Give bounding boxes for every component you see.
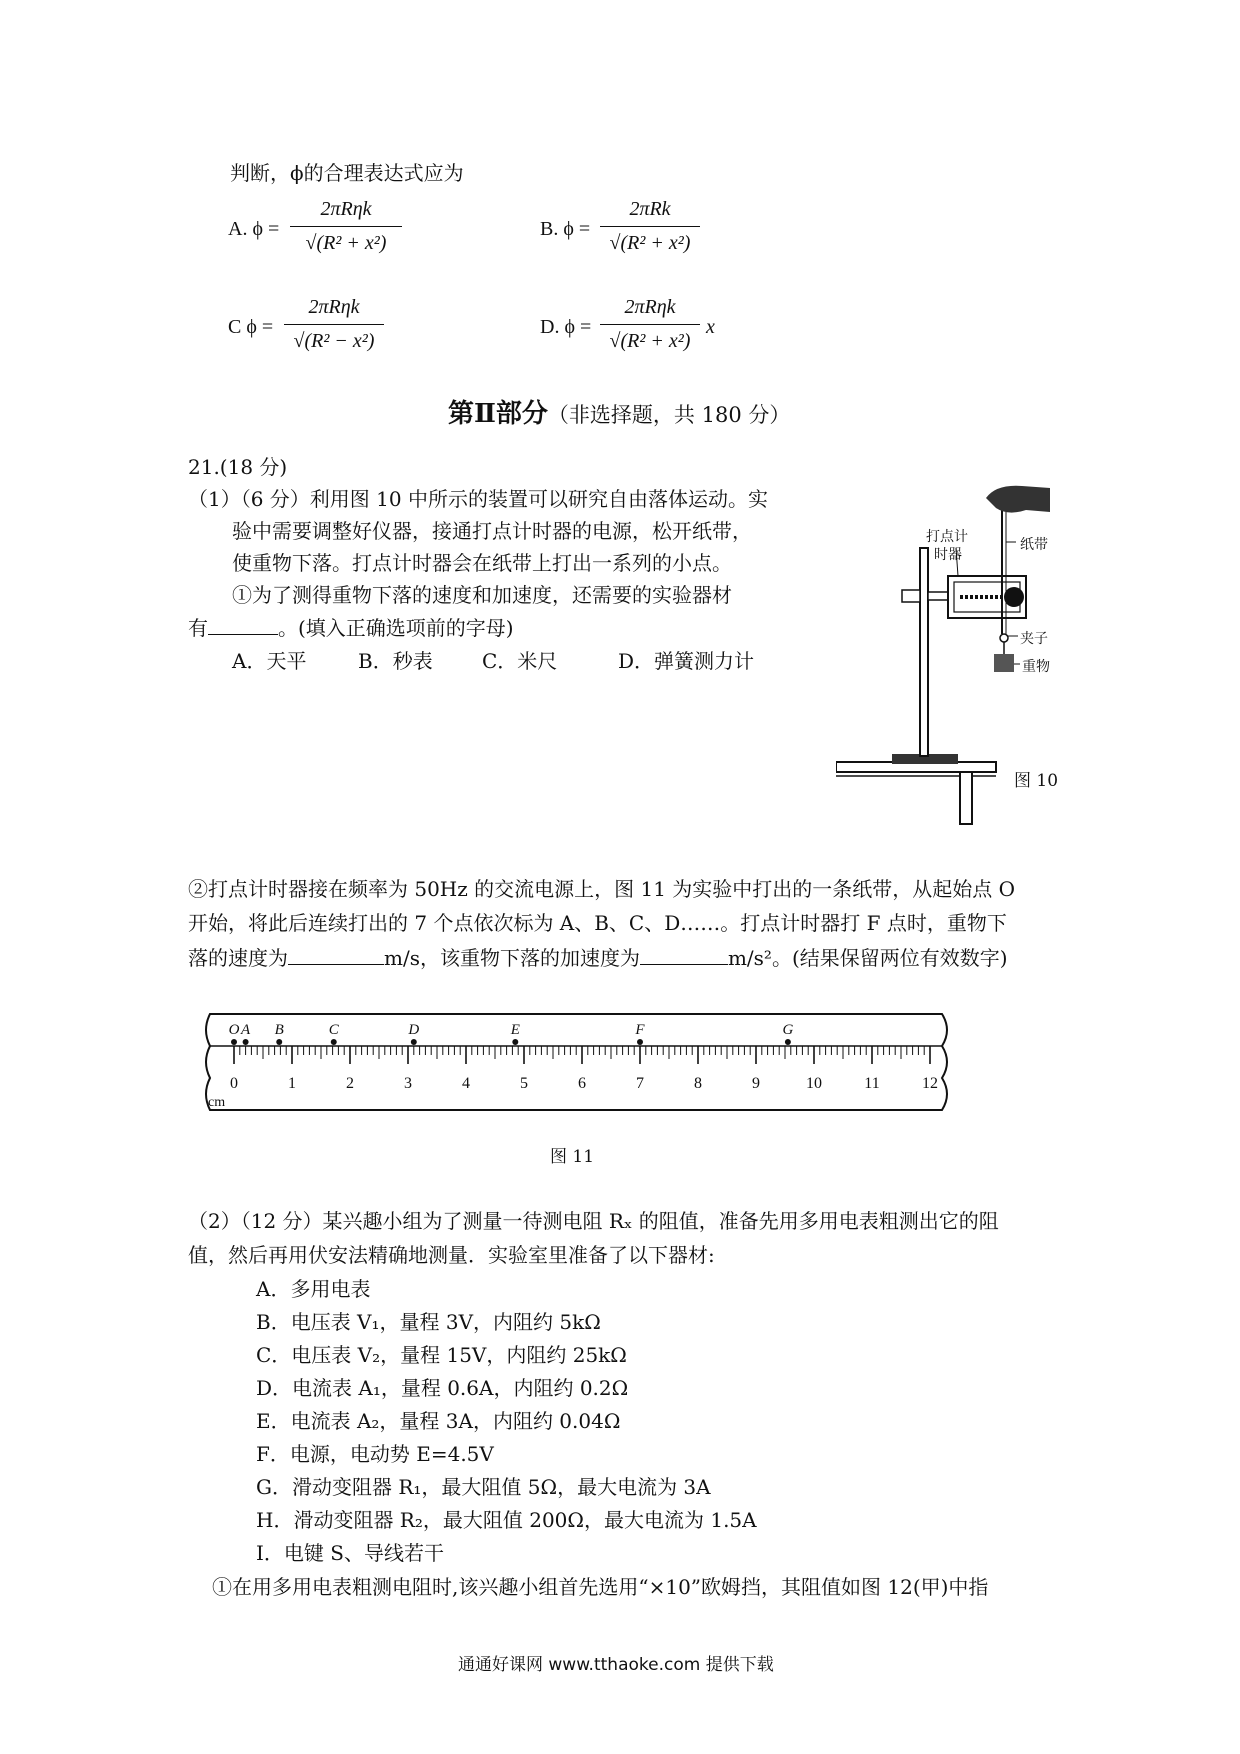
ruler-tick-label: 1 [288,1075,296,1092]
q21-heading: 21.(18 分) [188,455,288,479]
choice-d: D．弹簧测力计 [618,649,755,673]
fig10-label-clip: 夹子 [1020,631,1048,647]
tape-point-A [243,1039,249,1045]
q21-p2-line-3 [188,944,1008,971]
option-d-fraction [600,296,700,360]
section-heading [448,398,790,431]
option-c-label: C ϕ = [228,316,274,338]
answer-blank-1[interactable] [208,614,278,635]
option-a-numerator: 2πRηk [320,198,372,220]
tape-point-label-D: D [408,1022,420,1038]
stand-rod [920,548,928,756]
tape-point-E [512,1039,518,1045]
option-a-denominator: √(R² + x²) [305,232,387,254]
figure-11-ruler [204,1010,954,1114]
tape-point-label-A: A [241,1022,251,1038]
ruler-tick-label: 3 [404,1075,412,1092]
choice-c: C．米尺 [482,649,558,673]
tape-point-B [276,1039,282,1045]
page-footer: 通通好课网 www.tthaoke.com 提供下载 [458,1655,774,1675]
tape-point-label-O: O [228,1022,240,1038]
timer-coil [1004,587,1024,607]
q21-p1-line-2: 验中需要调整好仪器，接通打点计时器的电源，松开纸带， [232,519,752,543]
table-leg [960,772,972,824]
q21-p1-line-5-pre: 有 [188,616,208,640]
q21-p2-line-3-b: m/s，该重物下落的加速度为 [384,946,640,970]
q21-p1-line-5-post: 。(填入正确选项前的字母) [278,616,514,640]
ruler-tick-label: 8 [694,1075,702,1092]
option-c-fraction [284,296,384,360]
ruler-unit: cm [208,1095,226,1110]
tape-point-label-C: C [328,1022,339,1038]
equipment-item-e: E．电流表 A₂，量程 3A，内阻约 0.04Ω [256,1409,621,1433]
figure-11-caption: 图 11 [550,1147,595,1167]
option-a-label: A. ϕ = [228,218,280,240]
figure-10-caption: 图 10 [1014,771,1059,791]
ruler-tick-label: 2 [346,1075,354,1092]
q21-p1-line-5 [188,614,514,641]
option-b-label: B. ϕ = [540,218,591,240]
section-title: 第Ⅱ部分 [448,399,548,429]
q21-p3-line-2: 值，然后再用伏安法精确地测量．实验室里准备了以下器材: [188,1243,715,1267]
q21-p2-line-3-c: m/s²。(结果保留两位有效数字) [727,946,1008,970]
ruler-tick-label: 4 [462,1075,470,1092]
equipment-item-i: I．电键 S、导线若干 [256,1541,444,1565]
equipment-item-h: H．滑动变阻器 R₂，最大阻值 200Ω，最大电流为 1.5A [256,1508,757,1532]
tape-point-label-E: E [510,1022,520,1038]
weight [994,654,1014,672]
ruler-tick-label: 0 [230,1075,238,1092]
q21-last-line: ①在用多用电表粗测电阻时,该兴趣小组首先选用“×10”欧姆挡，其阻值如图 12(甲)中指 [212,1575,989,1599]
section-subtitle: （非选择题，共 180 分） [547,403,791,427]
equipment-item-d: D．电流表 A₁，量程 0.6A，内阻约 0.2Ω [256,1376,629,1400]
tape-point-label-G: G [782,1022,794,1038]
option-d-suffix: x [706,316,715,338]
tape-point-label-F: F [635,1022,645,1038]
ruler-tick-label: 7 [636,1075,644,1092]
choice-b: B．秒表 [358,649,433,673]
hand [986,486,1050,513]
tape-point-F [637,1039,643,1045]
option-c-denominator: √(R² − x²) [293,330,375,352]
fig10-label-timer-2: 时器 [934,547,962,563]
answer-blank-velocity[interactable] [288,944,384,965]
equipment-item-b: B．电压表 V₁，量程 3V，内阻约 5kΩ [256,1310,601,1334]
tape-point-D [411,1039,417,1045]
ruler-tick-label: 12 [922,1075,938,1092]
q21-p3-line-1: （2）（12 分）某兴趣小组为了测量一待测电阻 Rₓ 的阻值，准备先用多用电表粗测出它的阻 [188,1209,999,1233]
option-d-denominator: √(R² + x²) [609,330,691,352]
tape-point-label-B: B [274,1022,284,1038]
q21-p2-line-2: 开始，将此后连续打出的 7 个点依次标为 A、B、C、D……。打点计时器打 F 点时，重物下 [188,911,1007,935]
option-d-label: D. ϕ = [540,316,592,338]
option-b-denominator: √(R² + x²) [609,232,691,254]
fig10-label-tape: 纸带 [1020,537,1048,553]
clip [1000,634,1008,642]
option-a-fraction [290,198,402,262]
ruler-tick-label: 5 [520,1075,528,1092]
option-d-numerator: 2πRηk [624,296,676,318]
equipment-item-g: G．滑动变阻器 R₁，最大阻值 5Ω，最大电流为 3A [256,1475,711,1499]
ruler-tick-label: 11 [864,1075,880,1092]
choice-a: A．天平 [232,649,307,673]
equipment-item-f: F．电源，电动势 E=4.5V [256,1442,494,1466]
q21-p1-line-4: ①为了测得重物下落的速度和加速度，还需要的实验器材 [232,583,732,607]
tape-point-O [231,1039,237,1045]
ruler-tick-label: 6 [578,1075,586,1092]
equipment-item-a: A．多用电表 [256,1277,371,1301]
equipment-item-c: C．电压表 V₂，量程 15V，内阻约 25kΩ [256,1343,627,1367]
q21-p2-line-1: ②打点计时器接在频率为 50Hz 的交流电源上，图 11 为实验中打出的一条纸带，从起始点 O [188,877,1016,901]
ruler-tick-label: 9 [752,1075,760,1092]
answer-blank-acceleration[interactable] [640,944,728,965]
fig10-label-timer-1: 打点计 [926,529,968,545]
option-b-numerator: 2πRk [629,198,671,220]
q21-p1-line-1: （1）（6 分）利用图 10 中所示的装置可以研究自由落体运动。实 [188,487,768,511]
intro-line: 判断，ϕ的合理表达式应为 [230,161,464,185]
ruler-tick-label: 10 [806,1075,822,1092]
tape-point-C [331,1039,337,1045]
q21-p2-line-3-a: 落的速度为 [188,946,288,970]
option-b-fraction [600,198,700,262]
option-c-numerator: 2πRηk [308,296,360,318]
q21-p1-line-3: 使重物下落。打点计时器会在纸带上打出一系列的小点。 [232,551,732,575]
tape-point-G [785,1039,791,1045]
fig10-label-weight: 重物 [1022,659,1050,675]
